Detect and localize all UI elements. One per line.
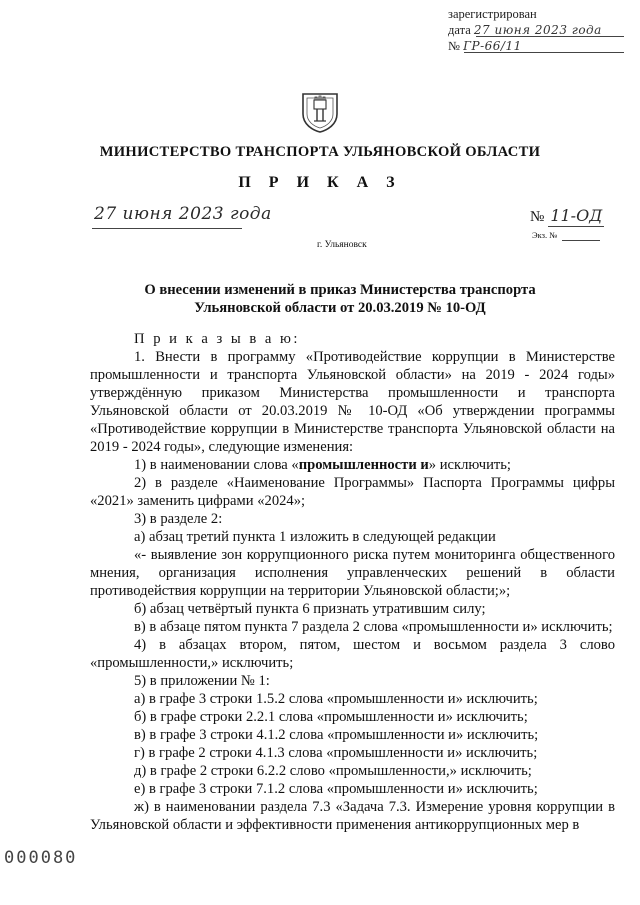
order-date-handwritten: 27 июня 2023 года bbox=[94, 204, 272, 224]
stamp-number-label: № bbox=[448, 39, 460, 53]
registration-stamp bbox=[448, 6, 628, 54]
order-number bbox=[530, 206, 602, 226]
item-5: 5) в приложении № 1: bbox=[134, 673, 270, 689]
order-word: П р и к а з ы в а ю: bbox=[134, 331, 300, 347]
item-1: 1) в наименовании слова «промышленности и» исключить; bbox=[134, 457, 511, 473]
coat-of-arms-icon bbox=[297, 88, 343, 139]
item-5g: г) в графе 2 строки 4.1.3 слова «промышленности и» исключить; bbox=[134, 745, 538, 761]
item-5d: д) в графе 2 строки 6.2.2 слово «промышленности,» исключить; bbox=[134, 763, 532, 779]
number-underline bbox=[548, 226, 604, 227]
stamp-registered-label: зарегистрирован bbox=[448, 7, 537, 21]
item-5b: б) в графе строки 2.2.1 слова «промышленности и» исключить; bbox=[134, 709, 528, 725]
stamp-date-label: дата bbox=[448, 23, 471, 37]
order-subject bbox=[100, 281, 580, 317]
item-3b: б) абзац четвёртый пункта 6 признать утратившим силу; bbox=[134, 601, 486, 617]
subject-line-1: О внесении изменений в приказ Министерства транспорта bbox=[144, 282, 536, 298]
paragraph-1: 1. Внести в программу «Противодействие коррупции в Министерстве промышленности и транспорта Ульяновской области» на 2019 - 2024 годы» утверждённую приказом Министерства промышленности и транспорта Ульяновской области от 20.03.2019 № 10-ОД «Об утверждении программы «Противодействие коррупции в Министерстве транспорта Ульяновской области на 2019 - 2024 годы», следующие изменения: bbox=[90, 349, 615, 455]
order-number-value: 11-ОД bbox=[550, 206, 603, 225]
copy-number-underline bbox=[562, 240, 600, 241]
page-mark: 000080 bbox=[4, 848, 78, 868]
item-5a: а) в графе 3 строки 1.5.2 слова «промышленности и» исключить; bbox=[134, 691, 538, 707]
item-5e: е) в графе 3 строки 7.1.2 слова «промышленности и» исключить; bbox=[134, 781, 538, 797]
item-5zh: ж) в наименовании раздела 7.3 «Задача 7.3. Измерение уровня коррупции в Ульяновской области и эффективности применения антикоррупционных мер в bbox=[90, 799, 615, 833]
item-3v: в) в абзаце пятом пункта 7 раздела 2 слова «промышленности и» исключить; bbox=[134, 619, 613, 635]
item-2: 2) в разделе «Наименование Программы» Паспорта Программы цифры «2021» заменить цифрами «2024»; bbox=[90, 475, 615, 509]
item-4: 4) в абзацах втором, пятом, шестом и восьмом раздела 3 слово «промышленности,» исключить; bbox=[90, 637, 615, 671]
order-title: П Р И К А З bbox=[238, 174, 402, 191]
ministry-name: МИНИСТЕРСТВО ТРАНСПОРТА УЛЬЯНОВСКОЙ ОБЛАСТИ bbox=[99, 144, 541, 160]
copy-number-label: Экз. № bbox=[532, 230, 558, 240]
subject-line-2: Ульяновской области от 20.03.2019 № 10-ОД bbox=[194, 300, 486, 316]
bold-term: промышленности и bbox=[298, 457, 429, 473]
stamp-number-value: ГР-66/11 bbox=[463, 39, 522, 53]
city: г. Ульяновск bbox=[317, 240, 367, 250]
item-3a: а) абзац третий пункта 1 изложить в следующей редакции bbox=[134, 529, 496, 545]
stamp-date-value: 27 июня 2023 года bbox=[473, 23, 602, 37]
item-3a-quote: «- выявление зон коррупционного риска путем мониторинга общественного мнения, организация исполнения управленческих решений в области противодействия коррупции на территории Ульяновской области;»; bbox=[90, 547, 615, 599]
date-underline bbox=[92, 228, 242, 229]
item-3: 3) в разделе 2: bbox=[134, 511, 223, 527]
item-5v: в) в графе 3 строки 4.1.2 слова «промышленности и» исключить; bbox=[134, 727, 539, 743]
order-body bbox=[90, 330, 615, 834]
order-number-label: № bbox=[530, 209, 545, 225]
